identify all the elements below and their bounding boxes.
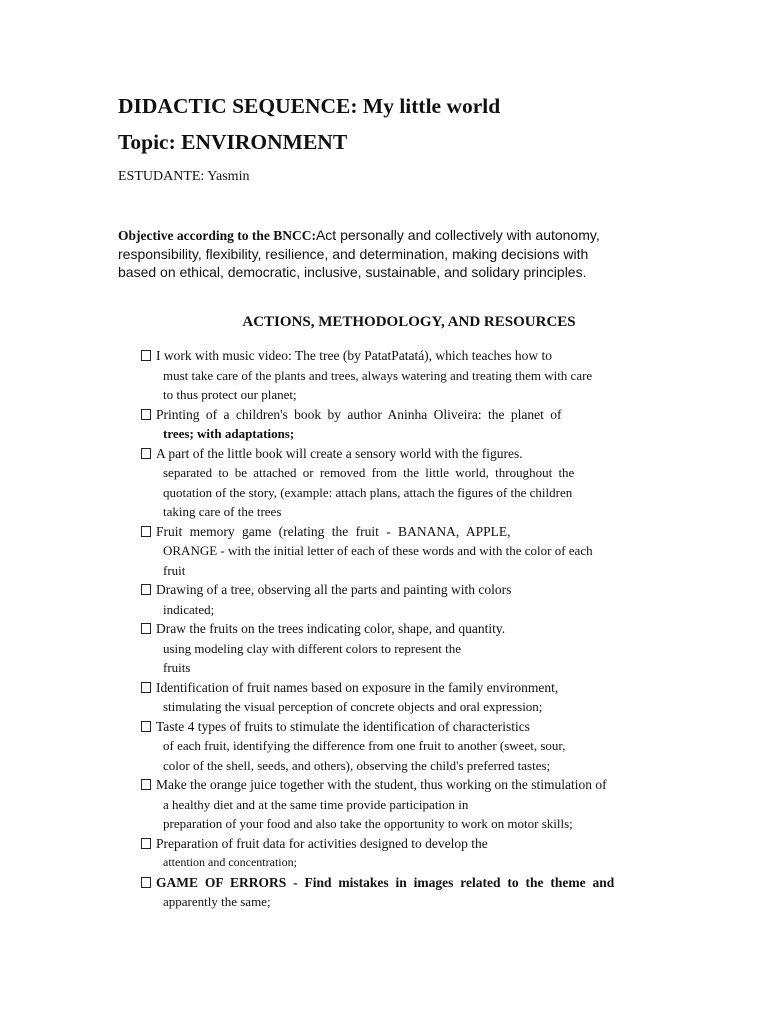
list-item-continuation: a healthy diet and at the same time provide participation in [163, 796, 469, 812]
list-item-text: I work with music video: The tree (by PatatPatatá), which teaches how to [156, 348, 553, 363]
list-item-continuation: preparation of your food and also take the opportunity to work on motor skills; [163, 816, 573, 831]
list-item [141, 873, 681, 912]
student-name: ESTUDANTE: Yasmin [118, 169, 250, 184]
checkbox-bullet-icon [141, 877, 151, 888]
checkbox-bullet-icon [141, 779, 151, 790]
list-item-continuation: must take care of the plants and trees, always watering and treating them with care [163, 367, 593, 383]
checkbox-bullet-icon [141, 584, 151, 595]
list-item [141, 580, 681, 619]
checkbox-bullet-icon [141, 682, 151, 693]
list-item-continuation: separated to be attached or removed from the little world, throughout the [163, 465, 575, 480]
list-item-continuation: quotation of the story, (example: attach plans, attach the figures of the children [163, 484, 573, 500]
list-item-continuation: to thus protect our planet; [163, 387, 297, 402]
topic-heading: Topic: ENVIRONMENT [118, 130, 348, 154]
list-item-continuation: trees; with adaptations; [163, 426, 295, 441]
objective-line: Act personally and collectively with autonomy, [315, 227, 600, 243]
list-item [141, 775, 681, 834]
objective-paragraph [118, 226, 618, 281]
list-item [141, 346, 681, 405]
list-item-continuation: stimulating the visual perception of concrete objects and oral expression; [163, 699, 543, 714]
list-item-continuation: attention and concentration; [163, 855, 297, 869]
checkbox-bullet-icon [141, 526, 151, 537]
list-item [141, 619, 681, 678]
list-item [141, 444, 681, 522]
list-item [141, 717, 681, 776]
list-item-continuation: color of the shell, seeds, and others), observing the child's preferred tastes; [163, 757, 551, 773]
list-item [141, 678, 681, 717]
document-title: DIDACTIC SEQUENCE: My little world [118, 94, 501, 118]
list-item-continuation: taking care of the trees [163, 504, 282, 519]
checkbox-bullet-icon [141, 721, 151, 732]
list-item-text: Printing of a children's book by author Aninha Oliveira: the planet of [156, 406, 562, 422]
list-item-continuation: using modeling clay with different colors to represent the [163, 640, 461, 656]
actions-list [141, 346, 681, 912]
list-item-text: A part of the little book will create a sensory world with the figures. [156, 445, 523, 461]
list-item-text: Make the orange juice together with the student, thus working on the stimulation of [156, 777, 607, 792]
list-item-continuation: fruits [163, 660, 191, 675]
list-item-text: Fruit memory game (relating the fruit - BANANA, APPLE, [156, 523, 511, 539]
checkbox-bullet-icon [141, 838, 151, 849]
list-item-text: Preparation of fruit data for activities designed to develop the [156, 835, 488, 851]
list-item [141, 405, 681, 444]
list-item-continuation: apparently the same; [163, 894, 271, 909]
list-item-continuation: of each fruit, identifying the difference from one fruit to another (sweet, sour, [163, 738, 566, 753]
list-item-continuation: indicated; [163, 601, 215, 617]
list-item [141, 522, 681, 581]
list-item-continuation: ORANGE - with the initial letter of each of these words and with the color of each [163, 543, 593, 558]
objective-line: based on ethical, democratic, inclusive, sustainable, and solidary principles. [118, 264, 587, 280]
objective-label: Objective according to the BNCC: [118, 228, 316, 243]
list-item-text: Draw the fruits on the trees indicating color, shape, and quantity. [156, 621, 506, 636]
list-item-text: GAME OF ERRORS - Find mistakes in images related to the theme and [156, 874, 615, 890]
list-item-text: Drawing of a tree, observing all the parts and painting with colors [156, 582, 512, 597]
checkbox-bullet-icon [141, 448, 151, 459]
list-item-text: Identification of fruit names based on exposure in the family environment, [156, 679, 559, 695]
checkbox-bullet-icon [141, 409, 151, 420]
list-item [141, 834, 681, 873]
list-item-text: Taste 4 types of fruits to stimulate the identification of characteristics [156, 718, 530, 734]
objective-line: responsibility, flexibility, resilience, and determination, making decisions with [118, 246, 589, 262]
checkbox-bullet-icon [141, 623, 151, 634]
list-item-continuation: fruit [163, 562, 186, 578]
checkbox-bullet-icon [141, 350, 151, 361]
section-heading: ACTIONS, METHODOLOGY, AND RESOURCES [242, 314, 576, 330]
